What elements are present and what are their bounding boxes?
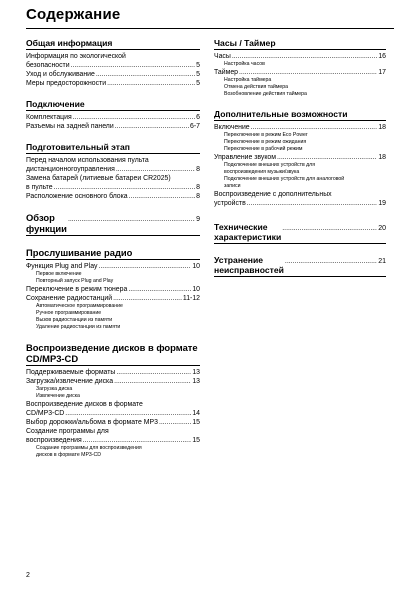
toc-entry[interactable] [26,113,200,122]
toc-entry[interactable] [26,377,200,386]
entry-text: Управление звуком [214,154,276,161]
page-ref: 17 [378,69,386,76]
dot-leader [116,165,195,174]
section-heading: Устранение неисправностей [214,255,284,275]
page-ref: 18 [378,154,386,161]
toc-entry[interactable] [26,285,200,294]
dot-leader [107,79,195,88]
sub-entry: Настройка таймера [224,77,272,83]
section-heading: Общая информация [26,38,200,50]
dot-leader [159,418,191,427]
page-ref: 11-12 [182,295,200,302]
section-extra [214,109,386,208]
toc-entry[interactable] [26,79,200,88]
section-disc [26,342,200,459]
page-ref: 19 [378,200,386,207]
entry-text: Воспроизведение с дополнительных [214,191,332,198]
entry-text: устройств [214,200,246,207]
entry-text: CD/MP3-CD [26,410,65,417]
entry-text: безопасности [26,62,70,69]
sub-entry: Загрузка диска [36,386,73,392]
sub-entry: Отмена действия таймера [224,84,289,90]
entry-text: Функция Plug and Play [26,263,98,270]
sub-entry: воспроизведения музыки/звука [224,169,300,175]
entry-text: Информация по экологической [26,53,126,60]
sub-entry: записи [224,183,241,189]
toc-entry[interactable] [26,183,200,192]
page-ref: 5 [196,80,200,87]
toc-entry[interactable] [26,436,200,445]
section-heading: Прослушивание радио [26,247,200,260]
dot-leader [285,257,377,267]
entry-text: Сохранение радиостанций [26,295,113,302]
sub-entry: Переключение в рабочий режим [224,146,303,152]
entry-text: Перед началом использования пульта [26,157,149,164]
entry-text: Замена батарей (литиевые батареи CR2025) [26,175,171,182]
entry-text: воспроизведения [26,437,82,444]
page-ref: 5 [196,71,200,78]
dot-leader [113,294,182,303]
toc-entry[interactable] [26,294,200,303]
dot-leader [98,262,191,271]
dot-leader [96,70,195,79]
sub-entry: Первое включение [36,271,82,277]
page-title: Содержание [26,6,121,23]
sub-entry: Вызов радиостанции из памяти [36,317,113,323]
toc-entry[interactable] [26,122,200,131]
title-rule [26,28,394,29]
page-ref: 10 [192,263,200,270]
toc-entry[interactable] [26,192,200,201]
toc-entry[interactable] [26,418,200,427]
page-ref: 8 [196,193,200,200]
sub-entry: Переключение в режим Eco Power [224,132,308,138]
entry-text: дистанционногоуправления [26,166,115,173]
sub-entry: Повторный запуск Plug and Play [36,278,114,284]
toc-entry[interactable] [214,255,386,277]
toc-entry[interactable] [214,52,386,61]
sub-entry: Подключение внешних устройств для аналоговой [224,176,345,182]
entry-text: Включение [214,124,250,131]
sub-entry: дисков в формате MP3-CD [36,452,102,458]
entry-text: Уход и обслуживание [26,71,95,78]
section-overview [26,212,200,236]
entry-text: Переключение в режим тюнера [26,286,128,293]
section-general [26,38,200,88]
page-ref: 21 [378,258,386,265]
sub-entry: Ручное программирование [36,310,102,316]
section-heading: Часы / Таймер [214,38,386,50]
entry-text: Таймер [214,69,238,76]
page-ref: 16 [378,53,386,60]
entry-text: Поддерживаемые форматы [26,369,116,376]
entry-text: Загрузка/извлечение диска [26,378,114,385]
dot-leader [65,409,191,418]
entry-text: Комплектация [26,114,72,121]
dot-leader [232,52,378,61]
toc-entry[interactable] [26,212,200,236]
page-ref: 18 [378,124,386,131]
page-ref: 20 [378,225,386,232]
toc-entry[interactable] [214,123,386,132]
entry-text: Создание программы для [26,428,109,435]
section-heading: Подготовительный этап [26,142,200,154]
dot-leader [115,122,189,131]
section-trouble [214,255,386,277]
section-prep [26,142,200,201]
entry-text: в пульте [26,184,53,191]
dot-leader [277,153,377,162]
toc-entry[interactable] [26,409,200,418]
left-column [26,38,200,470]
toc-entry[interactable] [214,153,386,162]
page-ref: 6 [196,114,200,121]
page-ref: 8 [196,166,200,173]
page-number: 2 [26,572,30,579]
entry-text: Разъемы на задней панели [26,123,114,130]
section-connect [26,99,200,131]
page-ref: 6-7 [190,123,200,130]
dot-leader [128,285,191,294]
page-ref: 13 [192,369,200,376]
entry-text: Воспроизведение дисков в формате [26,401,143,408]
entry-text: Меры предосторожности [26,80,107,87]
page-ref: 5 [196,62,200,69]
dot-leader [251,123,378,132]
dot-leader [116,368,191,377]
entry-text: Часы [214,53,231,60]
sub-entry: Автоматическое программирование [36,303,123,309]
section-radio [26,247,200,331]
toc-entry[interactable] [26,70,200,79]
section-heading: Обзор функции [26,212,67,234]
sub-entry: Настройка часов [224,61,265,67]
dot-leader [71,61,196,70]
dot-leader [68,214,195,225]
toc-entry[interactable] [26,368,200,377]
page-ref: 13 [192,378,200,385]
page-ref: 14 [192,410,200,417]
page-ref: 15 [192,419,200,426]
toc-entry[interactable] [214,68,386,77]
dot-leader [83,436,192,445]
page-ref: 9 [196,216,200,223]
sub-entry: Подключение внешних устройств для [224,162,316,168]
entry-text: Выбор дорожки/альбома в формате MP3 [26,419,158,426]
toc-entry[interactable] [26,61,200,70]
toc-entry[interactable] [26,165,200,174]
section-heading: Технические характеристики [214,222,282,242]
dot-leader [114,377,191,386]
dot-leader [73,113,195,122]
page-ref: 10 [192,286,200,293]
toc-entry[interactable] [214,222,386,244]
sub-entry: Извлечение диска [36,393,80,399]
section-heading: Воспроизведение дисков в формате CD/MP3-CD [26,342,200,366]
sub-entry: Возобновление действия таймера [224,91,307,97]
sub-entry: Создание программы для воспроизведения [36,445,142,451]
dot-leader [239,68,377,77]
section-clock [214,38,386,98]
toc-entry[interactable] [26,262,200,271]
entry-text: Расположение основного блока [26,193,128,200]
dot-leader [54,183,196,192]
sub-entry: Удаление радиостанции из памяти [36,324,121,330]
page-ref: 15 [192,437,200,444]
dot-leader [129,192,196,201]
section-heading: Дополнительные возможности [214,109,386,121]
right-column [214,38,386,288]
section-heading: Подключение [26,99,200,111]
section-specs [214,222,386,244]
dot-leader [247,199,378,208]
sub-entry: Переключение в режим ожидания [224,139,307,145]
toc-entry[interactable] [214,199,386,208]
dot-leader [282,224,377,234]
page-ref: 8 [196,184,200,191]
